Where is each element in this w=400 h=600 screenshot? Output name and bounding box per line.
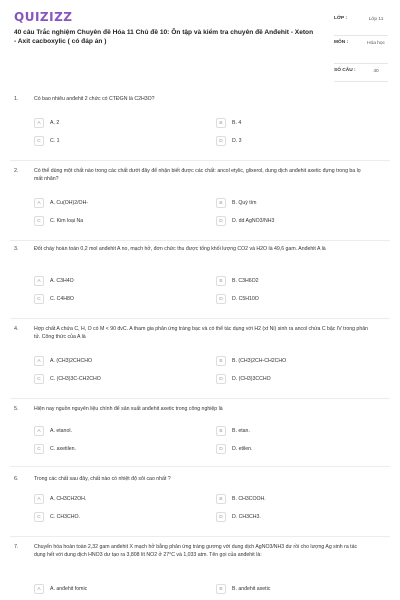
option-a[interactable] (34, 354, 194, 368)
meta-lop-value: Lớp 11 (368, 17, 384, 22)
option-letter: C (34, 136, 44, 146)
option-letter: C (34, 444, 44, 454)
divider (10, 536, 390, 537)
option-letter: B (216, 118, 226, 128)
option-letter: A (34, 494, 44, 504)
question-number: 2. (14, 168, 19, 174)
option-text: B. CH3COOH. (232, 496, 266, 502)
option-d[interactable] (216, 372, 376, 386)
option-c[interactable] (34, 292, 194, 306)
option-text: D. dd AgNO3/NH3 (232, 218, 275, 224)
meta-panel (334, 12, 388, 82)
option-text: C. C4H8O (50, 296, 74, 302)
option-letter: A (34, 198, 44, 208)
option-d[interactable] (216, 442, 376, 456)
option-text: C. (CH3)3C-CH2CHO (50, 376, 101, 382)
question-number: 6. (14, 476, 19, 482)
question-number: 5. (14, 406, 19, 412)
option-d[interactable] (216, 134, 376, 148)
option-letter: D (216, 444, 226, 454)
option-text: C. axetilen. (50, 446, 76, 452)
option-letter: C (34, 374, 44, 384)
divider (10, 398, 390, 399)
question-number: 3. (14, 246, 19, 252)
option-text: D. C5H10O (232, 296, 259, 302)
option-letter: D (216, 294, 226, 304)
question-text: Có thể dùng một chất nào trong các chất dưới đây để nhận biết được các chất: ancol etylic, glixerol, dung dịch anđehit axetic đựng trong ba lọ mất nhãn? (34, 168, 361, 182)
option-text: C. 1 (50, 138, 60, 144)
option-text: D. CH3CH3. (232, 514, 261, 520)
option-text: A. C3H4O (50, 278, 74, 284)
option-letter: A (34, 584, 44, 594)
option-b[interactable] (216, 274, 376, 288)
option-a[interactable] (34, 582, 194, 596)
question-text: Đốt cháy hoàn toàn 0,2 mol anđehit A no, mạch hở, đơn chức thu được tổng khối lượng CO2 và H2O là 49,6 gam. Anđehit A là (34, 246, 326, 252)
option-letter: A (34, 426, 44, 436)
quizizz-logo: QUIZIZZ (14, 10, 73, 24)
option-b[interactable] (216, 354, 376, 368)
option-b[interactable] (216, 116, 376, 130)
option-letter: D (216, 136, 226, 146)
option-letter: B (216, 426, 226, 436)
option-letter: B (216, 198, 226, 208)
meta-socau-label: SỐ CÂU : (334, 68, 356, 73)
option-letter: C (34, 294, 44, 304)
option-a[interactable] (34, 424, 194, 438)
question-number: 4. (14, 326, 19, 332)
meta-mon-label: MÔN : (334, 40, 349, 45)
option-text: D. 3 (232, 138, 242, 144)
question-text: Có bao nhiêu anđehit 2 chức có CTĐGN là C2H3O? (34, 96, 155, 102)
meta-mon-value: Hóa học (367, 41, 385, 46)
option-text: A. 2 (50, 120, 60, 126)
document-title: 40 câu Trắc nghiệm Chuyên đề Hóa 11 Chủ đề 10: Ôn tập và kiểm tra chuyên đề Anđehit - Xeton - Axit cacboxylic ( có đáp án ) (14, 29, 314, 45)
option-text: C. CH3CHO. (50, 514, 80, 520)
option-letter: A (34, 118, 44, 128)
option-text: B. Quỳ tím (232, 200, 257, 206)
option-text: A. CH3CH2OH. (50, 496, 87, 502)
document-header (0, 0, 400, 88)
question-text: Trong các chất sau đây, chất nào có nhiệt độ sôi cao nhất ? (34, 476, 171, 482)
option-letter: A (34, 276, 44, 286)
option-a[interactable] (34, 274, 194, 288)
option-text: B. 4 (232, 120, 242, 126)
meta-socau-value: 40 (373, 69, 379, 74)
option-text: A. (CH3)2CHCHO (50, 358, 93, 364)
option-c[interactable] (34, 134, 194, 148)
option-letter: D (216, 374, 226, 384)
option-text: B. anđehit axetic (232, 586, 271, 592)
option-letter: A (34, 356, 44, 366)
option-letter: D (216, 512, 226, 522)
option-c[interactable] (34, 442, 194, 456)
option-text: A. anđehit fomic (50, 586, 88, 592)
option-c[interactable] (34, 510, 194, 524)
option-text: B. (CH3)2CH-CH2CHO (232, 358, 287, 364)
option-letter: B (216, 494, 226, 504)
meta-lop (334, 12, 388, 36)
option-letter: B (216, 584, 226, 594)
meta-mon (334, 36, 388, 64)
option-d[interactable] (216, 510, 376, 524)
meta-lop-label: LỚP : (334, 16, 348, 21)
option-text: B. etan. (232, 428, 250, 434)
option-b[interactable] (216, 492, 376, 506)
option-b[interactable] (216, 424, 376, 438)
option-letter: B (216, 276, 226, 286)
question-text: Hiện nay nguồn nguyên liệu chính để sản xuất anđehit axetic trong công nghiệp là (34, 406, 223, 412)
option-letter: C (34, 216, 44, 226)
divider (10, 160, 390, 161)
option-a[interactable] (34, 492, 194, 506)
divider (10, 240, 390, 241)
option-letter: B (216, 356, 226, 366)
option-text: B. C3H6O2 (232, 278, 259, 284)
question-text: Chuyển hóa hoàn toàn 2,32 gam anđehit X mạch hở bằng phản ứng tráng gương với dung dịch AgNO3/NH3 dư rồi cho lượng Ag sinh ra tác dụng hết với dung dịch HNO3 dư tạo ra 3,808 lít NO2 ở 27°C và 1,033 atm. Tên gọi của anđehit là: (34, 544, 358, 558)
option-d[interactable] (216, 214, 376, 228)
option-b[interactable] (216, 582, 376, 596)
option-letter: D (216, 216, 226, 226)
option-b[interactable] (216, 196, 376, 210)
option-letter: C (34, 512, 44, 522)
divider (10, 318, 390, 319)
meta-socau (334, 64, 388, 82)
question-number: 7. (14, 544, 19, 550)
question-number: 1. (14, 96, 19, 102)
option-text: C. Kim loại Na (50, 218, 84, 224)
option-c[interactable] (34, 214, 194, 228)
divider (10, 466, 390, 467)
option-text: D. (CH3)3CCHO (232, 376, 271, 382)
option-a[interactable] (34, 116, 194, 130)
option-text: A. etanol. (50, 428, 72, 434)
option-a[interactable] (34, 196, 194, 210)
option-d[interactable] (216, 292, 376, 306)
option-c[interactable] (34, 372, 194, 386)
option-text: A. Cu(OH)2/OH- (50, 200, 89, 206)
question-text: Hợp chất A chứa C, H, O có M < 90 đvC. A tham gia phản ứng tráng bạc và có thể tác dụng với H2 (xt Ni) sinh ra ancol chứa C bậc IV trong phân tử. Công thức của A là (34, 326, 368, 340)
option-text: D. etilen. (232, 446, 253, 452)
